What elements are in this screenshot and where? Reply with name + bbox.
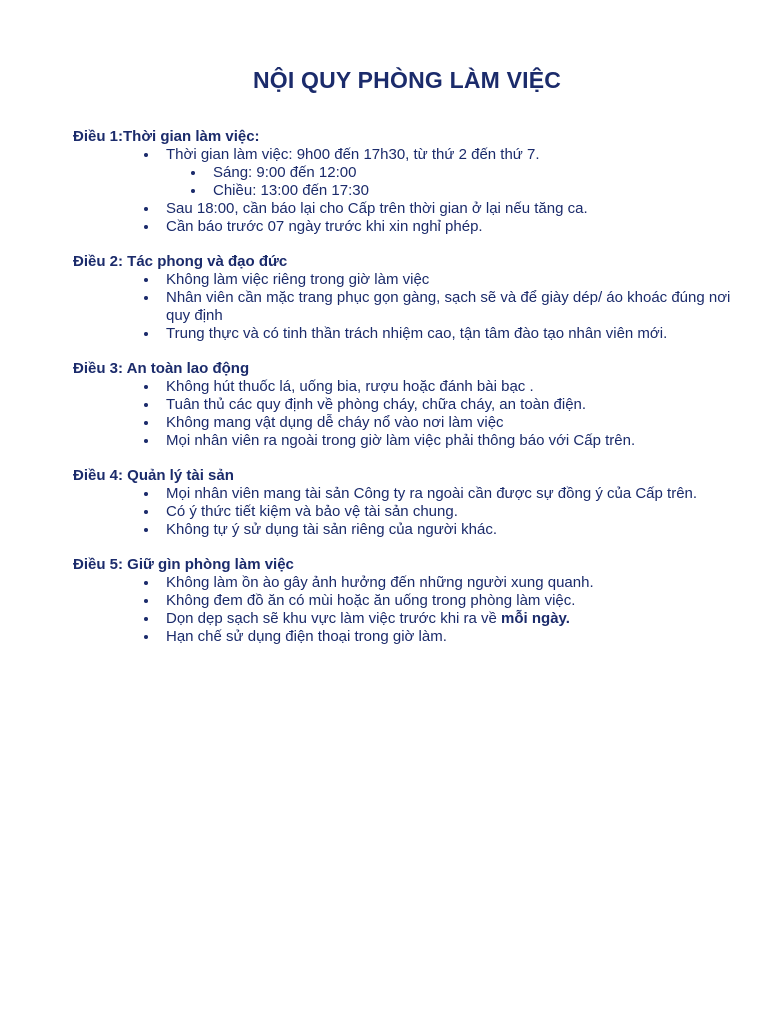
list-item: Mọi nhân viên mang tài sản Công ty ra ngoài cần được sự đồng ý của Cấp trên. [166,485,743,503]
sub-list-item: Sáng: 9:00 đến 12:00 [213,164,743,182]
emphasis-text: mỗi ngày. [501,610,570,627]
list-item: Có ý thức tiết kiệm và bảo vệ tài sản chung. [166,503,743,521]
rule-list [73,271,743,343]
rules-body [73,128,743,663]
rule-list [73,378,743,450]
section-3 [73,360,743,450]
list-item: Tuân thủ các quy định về phòng cháy, chữa cháy, an toàn điện. [166,396,743,414]
list-item: Không hút thuốc lá, uống bia, rượu hoặc đánh bài bạc . [166,378,743,396]
list-item: Mọi nhân viên ra ngoài trong giờ làm việc phải thông báo với Cấp trên. [166,432,743,450]
section-heading: Điều 5: Giữ gìn phòng làm việc [73,556,294,573]
list-item: Trung thực và có tinh thần trách nhiệm cao, tận tâm đào tạo nhân viên mới. [166,325,743,343]
section-5 [73,556,743,646]
section-heading: Điều 2: Tác phong và đạo đức [73,253,288,270]
list-item: Nhân viên cần mặc trang phục gọn gàng, sạch sẽ và để giày dép/ áo khoác đúng nơi quy định [166,289,743,325]
section-4 [73,467,743,539]
list-item: Không làm việc riêng trong giờ làm việc [166,271,743,289]
sub-list [166,164,743,200]
list-item: Cần báo trước 07 ngày trước khi xin nghỉ phép. [166,218,743,236]
list-item [166,146,743,200]
document-title: NỘI QUY PHÒNG LÀM VIỆC [252,67,562,93]
section-1 [73,128,743,236]
rule-list [73,485,743,539]
list-item: Không tự ý sử dụng tài sản riêng của người khác. [166,521,743,539]
sub-list-item: Chiều: 13:00 đến 17:30 [213,182,743,200]
rule-list [73,146,743,236]
section-heading: Điều 3: An toàn lao động [73,360,250,377]
list-item-text: Thời gian làm việc: 9h00 đến 17h30, từ thứ 2 đến thứ 7. [166,146,540,163]
list-item [166,610,743,628]
section-heading: Điều 4: Quản lý tài sản [73,467,234,484]
list-item-text: Dọn dẹp sạch sẽ khu vực làm việc trước khi ra về [166,610,502,627]
list-item: Hạn chế sử dụng điện thoại trong giờ làm. [166,628,743,646]
rule-list [73,574,743,646]
list-item: Không làm ồn ào gây ảnh hưởng đến những người xung quanh. [166,574,743,592]
list-item: Không đem đồ ăn có mùi hoặc ăn uống trong phòng làm việc. [166,592,743,610]
section-heading: Điều 1:Thời gian làm việc: [73,128,260,145]
section-2 [73,253,743,343]
list-item: Không mang vật dụng dễ cháy nổ vào nơi làm việc [166,414,743,432]
list-item: Sau 18:00, cần báo lại cho Cấp trên thời gian ở lại nếu tăng ca. [166,200,743,218]
